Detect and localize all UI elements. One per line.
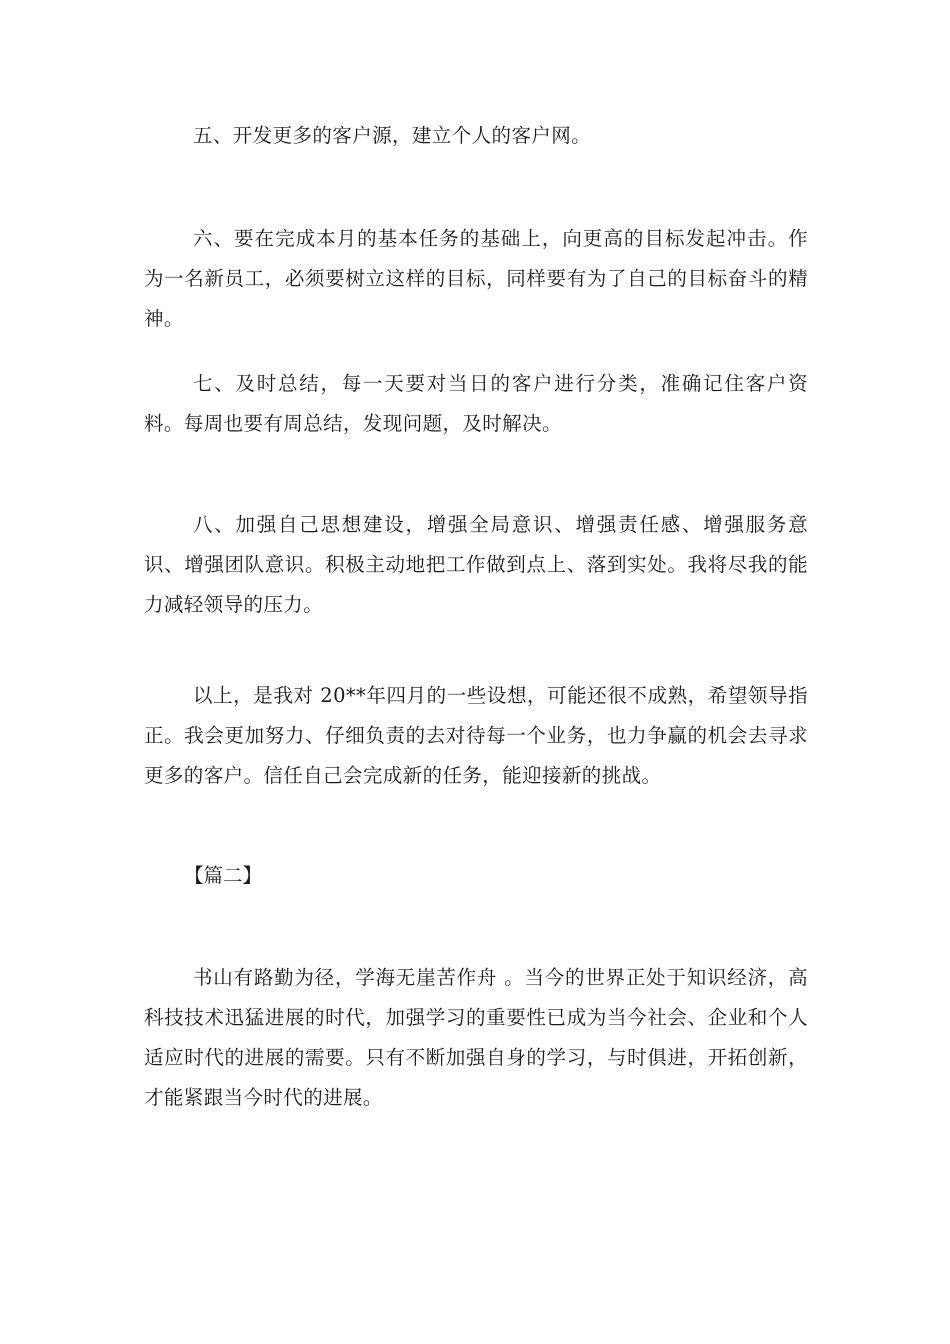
section-heading: 【篇二】 [184, 864, 263, 887]
paragraph-item-7: 七、及时总结，每一天要对当日的客户进行分类，准确记住客户资料。每周也要有周总结，发现问题，及时解决。 [144, 372, 808, 435]
paragraph-item-6: 六、要在完成本月的基本任务的基础上，向更高的目标发起冲击。作为一名新员工，必须要树立这样的目标，同样要有为了自己的目标奋斗的精神。 [144, 227, 808, 330]
paragraph-item-8: 八、加强自己思想建设，增强全局意识、增强责任感、增强服务意识、增强团队意识。积极主动地把工作做到点上、落到实处。我将尽我的能力减轻领导的压力。 [144, 513, 808, 616]
paragraph-conclusion: 以上，是我对 20**年四月的一些设想，可能还很不成熟，希望领导指正。我会更加努力、仔细负责的去对待每一个业务，也力争赢的机会去寻求更多的客户。信任自己会完成新的任务，能迎接新的挑战。 [144, 684, 808, 787]
paragraph-item-5: 五、开发更多的客户源，建立个人的客户网。 [193, 124, 592, 147]
section-paragraph: 书山有路勤为径，学海无崖苦作舟 。当今的世界正处于知识经济，高科技技术迅猛进展的时代，加强学习的重要性已成为当今社会、企业和个人适应时代的进展的需要。只有不断加强自身的学习，与时俱进，开拓创新，才能紧跟当今时代的进展。 [144, 966, 808, 1109]
